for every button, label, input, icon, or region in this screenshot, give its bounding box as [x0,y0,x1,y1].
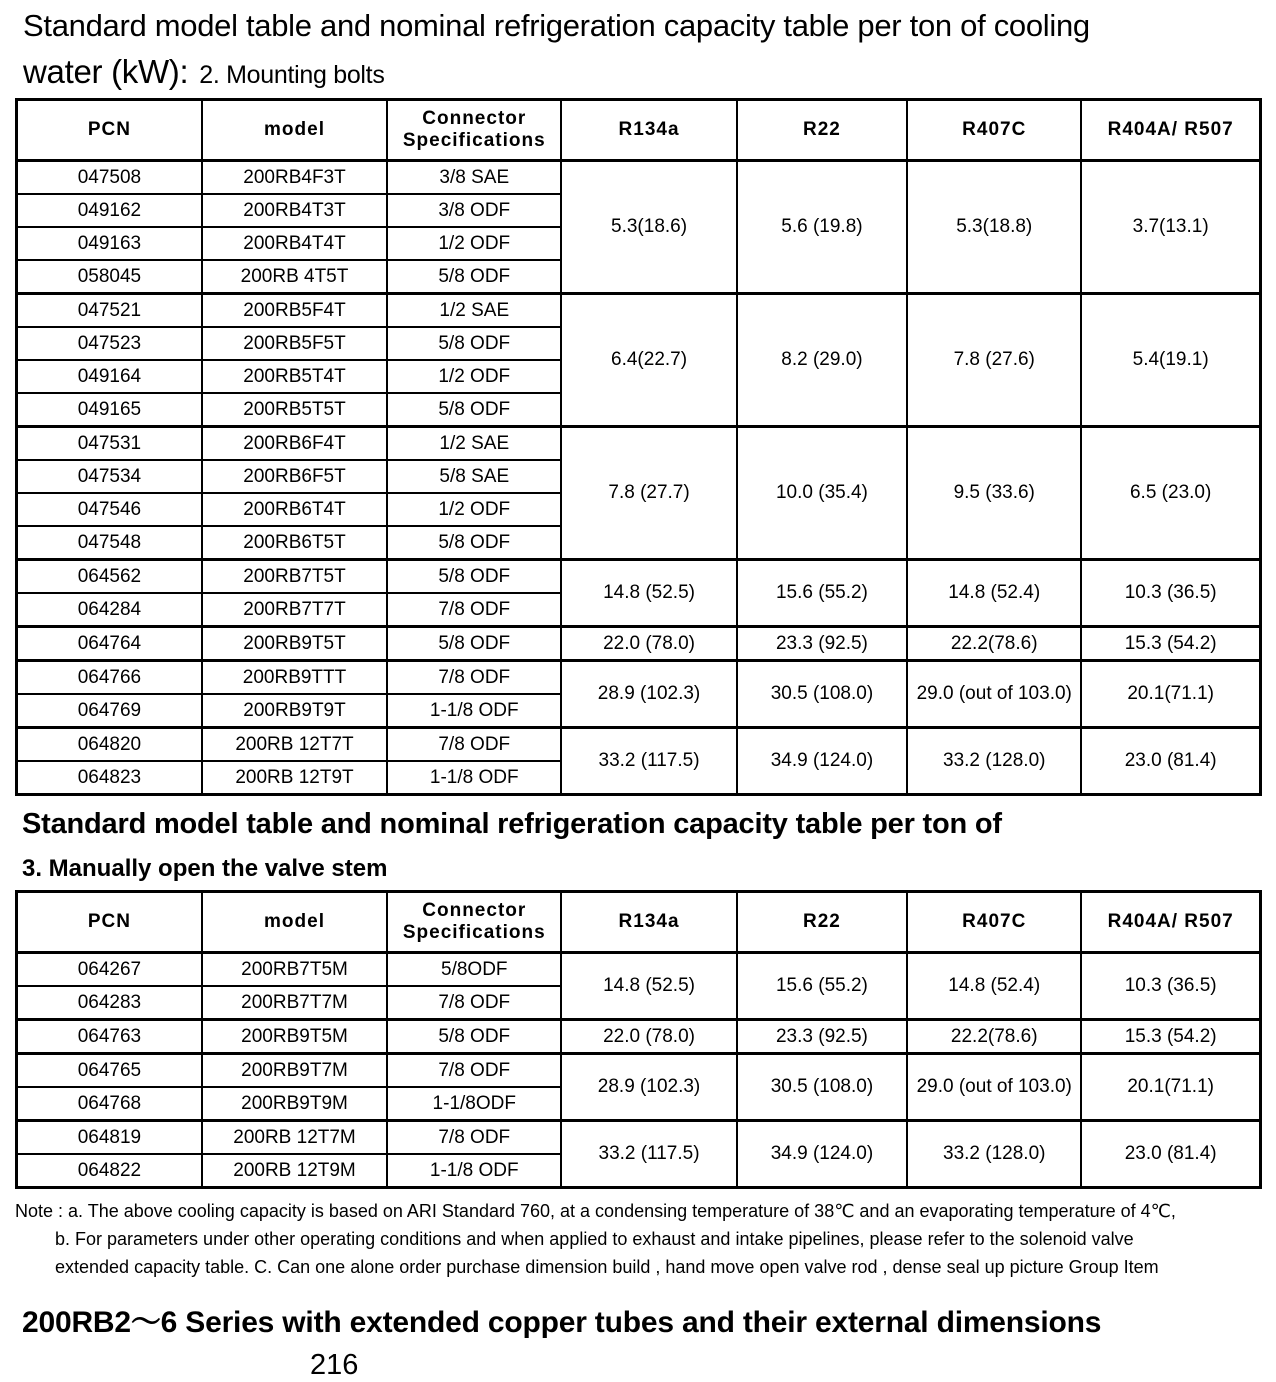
model-cell: 200RB 12T9T [202,761,387,795]
column-header-pcn: PCN [17,100,202,161]
section-heading-capacity-table: Standard model table and nominal refrigeration capacity table per ton of [22,808,1002,840]
connector-cell: 1/2 ODF [387,493,561,526]
r22-cell: 8.2 (29.0) [737,294,907,427]
pcn-cell: 064769 [17,694,202,728]
table-row [17,661,1261,695]
pcn-cell: 049164 [17,360,202,393]
r22-cell: 10.0 (35.4) [737,427,907,560]
pcn-cell: 047508 [17,161,202,195]
model-cell: 200RB9T5T [202,627,387,661]
model-cell: 200RB4F3T [202,161,387,195]
column-header-connector-specifications: Connector Specifications [387,892,561,953]
notes-block [15,1197,1262,1281]
r134a-cell: 14.8 (52.5) [561,560,736,627]
note-line-b2: extended capacity table. C. Can one alone order purchase dimension build , hand move open valve rod , dense seal up picture Group Item [55,1257,1159,1277]
page-title [23,8,1262,91]
r404a-r507-cell: 20.1(71.1) [1081,661,1260,728]
column-header-r22: R22 [737,100,907,161]
model-cell: 200RB9TTT [202,661,387,695]
pcn-cell: 064764 [17,627,202,661]
column-header-r407c: R407C [907,100,1081,161]
table-row [17,953,1261,987]
pcn-cell: 064820 [17,728,202,762]
connector-cell: 7/8 ODF [387,593,561,627]
r404a-r507-cell: 10.3 (36.5) [1081,953,1260,1020]
r22-cell: 30.5 (108.0) [737,1054,907,1121]
model-cell: 200RB9T5M [202,1020,387,1054]
table-row [17,627,1261,661]
r404a-r507-cell: 23.0 (81.4) [1081,728,1260,795]
connector-cell: 1-1/8ODF [387,1087,561,1121]
model-cell: 200RB9T9M [202,1087,387,1121]
connector-cell: 5/8 SAE [387,460,561,493]
model-cell: 200RB7T5M [202,953,387,987]
title-water-kw: water (kW): [23,53,189,90]
connector-cell: 1-1/8 ODF [387,761,561,795]
pcn-cell: 047521 [17,294,202,328]
model-cell: 200RB4T4T [202,227,387,260]
r407c-cell: 7.8 (27.6) [907,294,1081,427]
model-cell: 200RB6F4T [202,427,387,461]
model-cell: 200RB7T7M [202,986,387,1020]
column-header-pcn: PCN [17,892,202,953]
r134a-cell: 22.0 (78.0) [561,1020,736,1054]
column-header-r404a-r507: R404A/ R507 [1081,892,1260,953]
table-row [17,1054,1261,1088]
pcn-cell: 064768 [17,1087,202,1121]
model-cell: 200RB 12T9M [202,1154,387,1188]
pcn-cell: 049163 [17,227,202,260]
r22-cell: 23.3 (92.5) [737,1020,907,1054]
r407c-cell: 9.5 (33.6) [907,427,1081,560]
column-header-r407c: R407C [907,892,1081,953]
model-cell: 200RB4T3T [202,194,387,227]
header-row [17,100,1261,161]
valve-stem-table [15,890,1262,1189]
pcn-cell: 064562 [17,560,202,594]
r22-cell: 5.6 (19.8) [737,161,907,294]
connector-cell: 1-1/8 ODF [387,1154,561,1188]
connector-cell: 3/8 ODF [387,194,561,227]
column-header-r22: R22 [737,892,907,953]
r22-cell: 23.3 (92.5) [737,627,907,661]
connector-cell: 1/2 SAE [387,427,561,461]
pcn-cell: 047531 [17,427,202,461]
model-cell: 200RB5F4T [202,294,387,328]
connector-cell: 7/8 ODF [387,1121,561,1155]
r134a-cell: 14.8 (52.5) [561,953,736,1020]
r404a-r507-cell: 20.1(71.1) [1081,1054,1260,1121]
connector-cell: 7/8 ODF [387,986,561,1020]
note-line-b1: b. For parameters under other operating conditions and when applied to exhaust and intake pipelines, please refer to the solenoid valve [55,1229,1134,1249]
note-block-b [55,1225,1262,1281]
r22-cell: 34.9 (124.0) [737,1121,907,1188]
table-row [17,427,1261,461]
model-cell: 200RB6F5T [202,460,387,493]
model-cell: 200RB6T5T [202,526,387,560]
subsection-2-mounting-bolts-label: 2. Mounting bolts [199,61,385,89]
r407c-cell: 22.2(78.6) [907,1020,1081,1054]
connector-cell: 1/2 ODF [387,227,561,260]
model-cell: 200RB7T7T [202,593,387,627]
connector-cell: 5/8 ODF [387,1020,561,1054]
r134a-cell: 33.2 (117.5) [561,1121,736,1188]
r404a-r507-cell: 15.3 (54.2) [1081,1020,1260,1054]
r407c-cell: 14.8 (52.4) [907,560,1081,627]
r134a-cell: 28.9 (102.3) [561,1054,736,1121]
column-header-model: model [202,892,387,953]
model-cell: 200RB7T5T [202,560,387,594]
pcn-cell: 064822 [17,1154,202,1188]
connector-cell: 3/8 SAE [387,161,561,195]
model-cell: 200RB 12T7T [202,728,387,762]
r134a-cell: 22.0 (78.0) [561,627,736,661]
connector-cell: 1/2 ODF [387,360,561,393]
mounting-bolts-table [15,98,1262,796]
model-cell: 200RB5F5T [202,327,387,360]
r22-cell: 15.6 (55.2) [737,560,907,627]
model-cell: 200RB5T5T [202,393,387,427]
table-row [17,1121,1261,1155]
pcn-cell: 064284 [17,593,202,627]
connector-cell: 5/8 ODF [387,627,561,661]
model-cell: 200RB9T7M [202,1054,387,1088]
r22-cell: 15.6 (55.2) [737,953,907,1020]
r407c-cell: 29.0 (out of 103.0) [907,661,1081,728]
r404a-r507-cell: 3.7(13.1) [1081,161,1260,294]
r404a-r507-cell: 23.0 (81.4) [1081,1121,1260,1188]
r22-cell: 34.9 (124.0) [737,728,907,795]
pcn-cell: 064766 [17,661,202,695]
r134a-cell: 33.2 (117.5) [561,728,736,795]
r134a-cell: 28.9 (102.3) [561,661,736,728]
pcn-cell: 047534 [17,460,202,493]
title-line-1: Standard model table and nominal refrigeration capacity table per ton of cooling [23,8,1090,43]
note-line-a: Note : a. The above cooling capacity is based on ARI Standard 760, at a condensing temperature of 38℃ and an evaporating temperature of 4℃, [15,1201,1176,1221]
model-cell: 200RB 12T7M [202,1121,387,1155]
connector-cell: 5/8 ODF [387,260,561,294]
r404a-r507-cell: 5.4(19.1) [1081,294,1260,427]
pcn-cell: 049165 [17,393,202,427]
header-row [17,892,1261,953]
table-row [17,1020,1261,1054]
r407c-cell: 29.0 (out of 103.0) [907,1054,1081,1121]
pcn-cell: 064765 [17,1054,202,1088]
pcn-cell: 064823 [17,761,202,795]
r404a-r507-cell: 6.5 (23.0) [1081,427,1260,560]
r407c-cell: 5.3(18.8) [907,161,1081,294]
r134a-cell: 7.8 (27.7) [561,427,736,560]
model-cell: 200RB 4T5T [202,260,387,294]
mounting-bolts-table-container [15,98,1262,796]
model-cell: 200RB5T4T [202,360,387,393]
valve-stem-table-container [15,890,1262,1189]
r407c-cell: 33.2 (128.0) [907,728,1081,795]
r407c-cell: 14.8 (52.4) [907,953,1081,1020]
r407c-cell: 33.2 (128.0) [907,1121,1081,1188]
table-row [17,560,1261,594]
table-row [17,294,1261,328]
connector-cell: 5/8 ODF [387,393,561,427]
connector-cell: 5/8 ODF [387,327,561,360]
connector-cell: 7/8 ODF [387,728,561,762]
model-cell: 200RB9T9T [202,694,387,728]
r404a-r507-cell: 10.3 (36.5) [1081,560,1260,627]
table-row [17,728,1261,762]
column-header-r134a: R134a [561,892,736,953]
column-header-connector-specifications: Connector Specifications [387,100,561,161]
pcn-cell: 064763 [17,1020,202,1054]
connector-cell: 5/8ODF [387,953,561,987]
table-row [17,161,1261,195]
connector-cell: 7/8 ODF [387,661,561,695]
connector-cell: 5/8 ODF [387,560,561,594]
r407c-cell: 22.2(78.6) [907,627,1081,661]
column-header-r404a-r507: R404A/ R507 [1081,100,1260,161]
pcn-cell: 064819 [17,1121,202,1155]
page-number: 216 [310,1349,359,1381]
r404a-r507-cell: 15.3 (54.2) [1081,627,1260,661]
pcn-cell: 058045 [17,260,202,294]
connector-cell: 1-1/8 ODF [387,694,561,728]
r22-cell: 30.5 (108.0) [737,661,907,728]
pcn-cell: 049162 [17,194,202,227]
connector-cell: 7/8 ODF [387,1054,561,1088]
subsection-3-valve-stem-heading: 3. Manually open the valve stem [22,855,388,882]
column-header-model: model [202,100,387,161]
series-dimensions-heading: 200RB2～6 Series with extended copper tubes and their external dimensions [22,1306,1102,1339]
pcn-cell: 064267 [17,953,202,987]
connector-cell: 5/8 ODF [387,526,561,560]
r134a-cell: 6.4(22.7) [561,294,736,427]
pcn-cell: 064283 [17,986,202,1020]
pcn-cell: 047523 [17,327,202,360]
r134a-cell: 5.3(18.6) [561,161,736,294]
model-cell: 200RB6T4T [202,493,387,526]
column-header-r134a: R134a [561,100,736,161]
connector-cell: 1/2 SAE [387,294,561,328]
title-line-2 [23,53,1262,91]
pcn-cell: 047548 [17,526,202,560]
pcn-cell: 047546 [17,493,202,526]
